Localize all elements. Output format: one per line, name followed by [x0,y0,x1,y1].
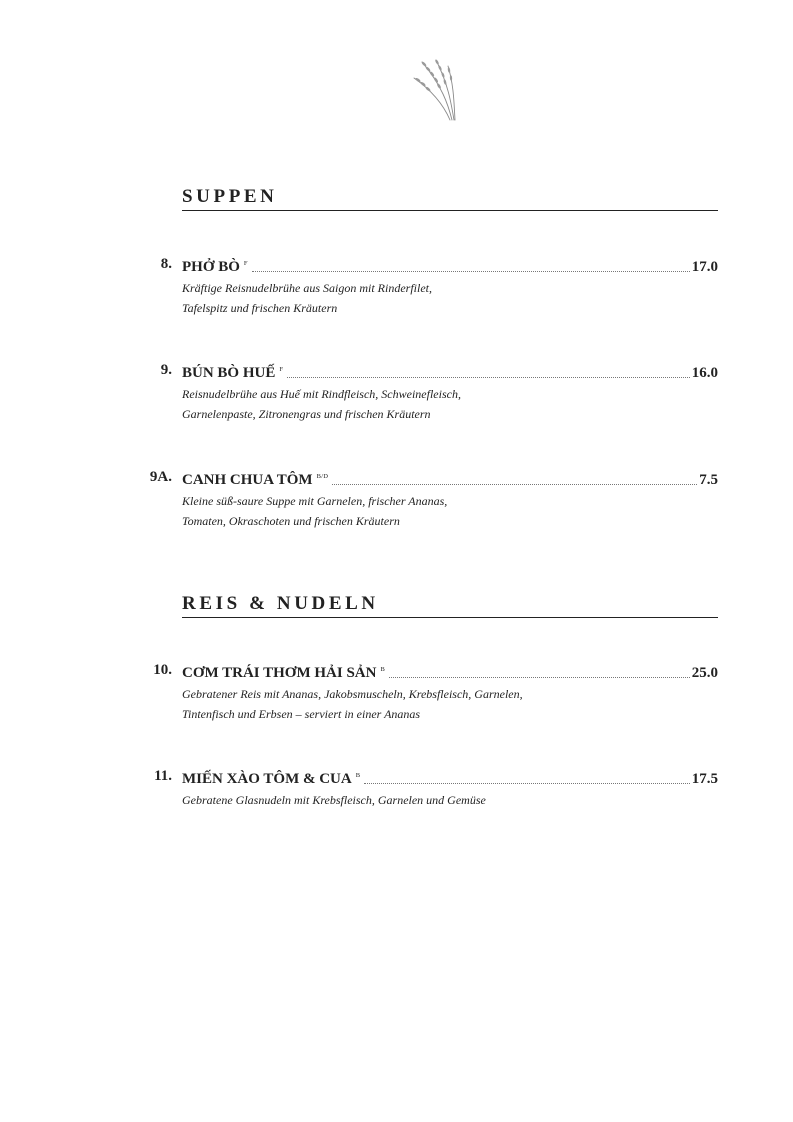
item-allergen-tag: F [243,260,248,267]
dot-leader [389,676,690,678]
item-description [182,684,702,724]
description-line: Gebratene Glasnudeln mit Krebsfleisch, Garnelen und Gemüse [182,793,486,807]
section-title: REIS & NUDELN [182,593,379,614]
item-name: PHỞ BÒ $^F$ [182,259,248,275]
description-line: Tintenfisch und Erbsen – serviert in einer Ananas [182,707,421,721]
dot-leader [364,782,689,784]
item-name: CƠM TRÁI THƠM HẢI SẢN $^B$ [182,665,386,681]
dot-leader [252,270,690,272]
menu-item [0,660,793,721]
item-description [182,384,702,424]
item-description [182,278,702,318]
menu-item [0,360,793,421]
item-number: 9A. [149,469,172,485]
dot-leader [332,483,697,485]
dot-leader [287,376,689,378]
description-line: Garnelenpaste, Zitronengras und frischen Kräutern [182,407,431,421]
item-price: 25.0 [691,665,718,681]
menu-item [0,254,793,315]
item-description [182,790,702,810]
item-price: 17.0 [691,259,718,275]
description-line: Gebratener Reis mit Ananas, Jakobsmuscheln, Krebsfleisch, Garnelen, [182,687,523,701]
item-number: 8. [160,256,172,272]
item-price: 17.5 [691,771,718,787]
item-description [182,491,702,531]
section-title: SUPPEN [182,186,278,207]
description-line: Kleine süß-saure Suppe mit Garnelen, frischer Ananas, [182,494,448,508]
item-price: 16.0 [691,365,718,381]
description-line: Tafelspitz und frischen Kräutern [182,301,338,315]
menu-item [0,766,793,807]
item-allergen-tag: B [380,666,386,673]
item-name: CANH CHUA TÔM $^{B/D}$ [182,472,329,488]
description-line: Kräftige Reisnudelbrühe aus Saigon mit Rinderfilet, [182,281,432,295]
item-number: 11. [154,768,172,784]
description-line: Reisnudelbrühe aus Huế mit Rindfleisch, Schweinefleisch, [182,387,461,401]
rice-stalk-icon [408,56,458,122]
item-price: 7.5 [699,472,718,488]
description-line: Tomaten, Okraschoten und frischen Kräutern [182,514,400,528]
item-name: BÚN BÒ HUẾ $^F$ [182,365,284,381]
section-header-suppen [182,186,718,211]
menu-item [0,467,793,528]
item-allergen-tag: B/D [316,473,329,480]
section-header-reis-nudeln [182,593,718,618]
item-number: 10. [153,662,172,678]
item-number: 9. [160,362,172,378]
item-name: MIẾN XÀO TÔM & CUA $^B$ [182,771,361,787]
item-allergen-tag: B [355,772,361,779]
item-allergen-tag: F [279,366,284,373]
